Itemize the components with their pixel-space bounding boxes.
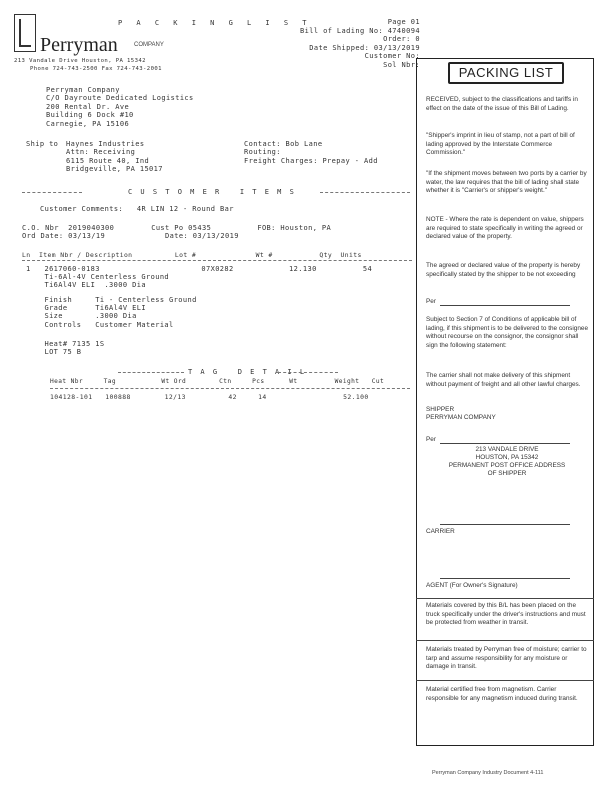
customer-number: Customer No: [364,52,420,60]
divider [278,372,338,373]
water-paragraph: "If the shipment moves between two ports by a carrier by water, the law requires that the bill of lading shall state whether it is "Carrier's or shipper's weight." [426,170,587,195]
signature-line [440,524,570,525]
shipper-address-4: OF SHIPPER [487,470,527,477]
contact-block [244,140,378,165]
logo-company: COMPANY [134,42,164,48]
divider [416,680,594,681]
tag-row: 104128-101 100888 12/13 42 14 52.100 [50,393,369,401]
date-shipped: Date Shipped: 03/13/2019 [309,43,420,52]
company-address: 213 Vandale Drive Houston, PA 15342 [14,58,146,64]
shipper-company: PERRYMAN COMPANY [426,414,496,421]
shipper-address-1: 213 VANDALE DRIVE [475,446,539,453]
shipper-address-3: PERMANENT POST OFFICE ADDRESS [448,462,566,469]
ship-to-line: Attn: Receiving [66,148,136,157]
item-desc: Ti6Al4V ELI .3000 Dia [26,281,146,289]
company-phone: Phone 724-743-2500 Fax 724-743-2001 [30,66,162,72]
divider [50,388,410,389]
sold-to-line: Building 6 Dock #10 [46,111,134,120]
declared-value-paragraph: The agreed or declared value of the property is hereby specifically stated by the shipper to be not exceeding [426,262,581,278]
order-date: Ord Date: 03/13/19 Date: 03/13/2019 [22,232,239,240]
header-info [270,18,420,69]
section-header: C U S T O M E R I T E M S [128,188,296,196]
per-label: Per [426,298,436,305]
divider [416,598,594,599]
divider [118,372,184,373]
panel-title: PACKING LIST [448,62,564,84]
divider [22,260,412,261]
condition-weather: Materials covered by this B/L has been placed on the truck specifically under the driver's instructions and must be protected from weather in transit. [426,602,586,627]
routing: Routing: [244,148,286,157]
spec-controls: Controls Customer Material [26,320,174,329]
ship-to-line: Bridgeville, PA 15017 [66,165,163,174]
sold-to-line: C/O Dayroute Dedicated Logistics [46,94,194,103]
signature-line [440,305,570,306]
ship-to-label: Ship to [26,140,59,148]
ship-to-line: Haynes Industries [66,140,145,148]
tag-detail-header: T A G D E T A I L [188,368,307,376]
sold-to-line: Carnegie, PA 15106 [46,119,130,128]
per-label: Per [426,436,436,443]
ship-to-line: 6115 Route 40, Ind [66,156,150,165]
item-desc: Ti-6Al-4V Centerless Ground [26,273,170,281]
delivery-paragraph: The carrier shall not make delivery of this shipment without payment of freight and all other lawful charges. [426,372,581,388]
freight-charges: Freight Charges: Prepay - Add [244,156,378,165]
carrier-label: CARRIER [426,528,455,535]
spec-block [26,296,197,329]
spec-grade: Grade Ti6Al4V ELI [26,304,146,313]
ship-to-block [66,140,163,174]
sold-to-block [46,86,194,128]
spec-size: Size .3000 Dia [26,312,137,321]
note-paragraph: NOTE - Where the rate is dependent on value, shippers are required to state specifically in writing the agreed or declared value of the property. [426,216,584,241]
signature-line [440,578,570,579]
condition-moisture: Materials treated by Perryman free of moisture; carrier to tarp and assume responsibility for any moisture or damage in transit. [426,646,587,671]
heat-number: Heat# 7135 1S [26,340,105,348]
item-columns: Ln Item Nbr / Description Lot # Wt # Qty Units [22,251,362,259]
logo: Perryman [40,34,118,56]
divider [22,192,82,193]
condition-magnetism: Material certified free from magnetism. Carrier responsible for any magnetism induced during transit. [426,686,578,702]
imprint-paragraph: "Shipper's imprint in lieu of stamp, not a part of bill of lading approved by the Interstate Commerce Commission." [426,132,575,157]
shipper-label: SHIPPER [426,406,455,413]
spec-finish: Finish Ti - Centerless Ground [26,296,197,304]
received-paragraph: RECEIVED, subject to the classifications and tariffs in effect on the date of the issue of this Bill of Lading. [426,96,578,112]
document-title: P A C K I N G L I S T [118,19,312,27]
bill-of-lading: Bill of Lading No: 4740094 [300,26,420,35]
footer-note: Perryman Company Industry Document 4-111 [432,770,544,776]
bill-of-lading-panel [416,58,594,746]
order: Order: 0 [383,35,420,43]
sold-to-line: Perryman Company [46,86,120,94]
section-7-paragraph: Subject to Section 7 of Conditions of applicable bill of lading, if this shipment is to be delivered to the consignee without recourse on the consignor, the consignor shall sign the following statement: [426,316,588,349]
logo-mark [14,14,36,52]
sol-number: Sol Nbr: [383,60,420,69]
signature-line [440,443,570,444]
ship-note: LOT 75 B [26,348,82,356]
sold-to-line: 200 Rental Dr. Ave [46,102,130,111]
page-number: Page 01 [387,18,420,26]
order-line: C.O. Nbr 2019040300 Cust Po 05435 FOB: Houston, PA [22,224,332,232]
item-line: 1 2617060-0183 07X0282 12.130 54 [26,265,373,273]
shipper-address-2: HOUSTON, PA 15342 [475,454,539,461]
contact: Contact: Bob Lane [244,140,323,148]
agent-label: AGENT (For Owner's Signature) [426,582,518,589]
customer-comments: Customer Comments: 4R LIN 12 - Round Bar [40,205,234,213]
divider [416,640,594,641]
tag-columns: Heat Nbr Tag Wt Ord Ctn Pcs Wt Weight Cut [50,378,385,385]
divider [320,192,410,193]
